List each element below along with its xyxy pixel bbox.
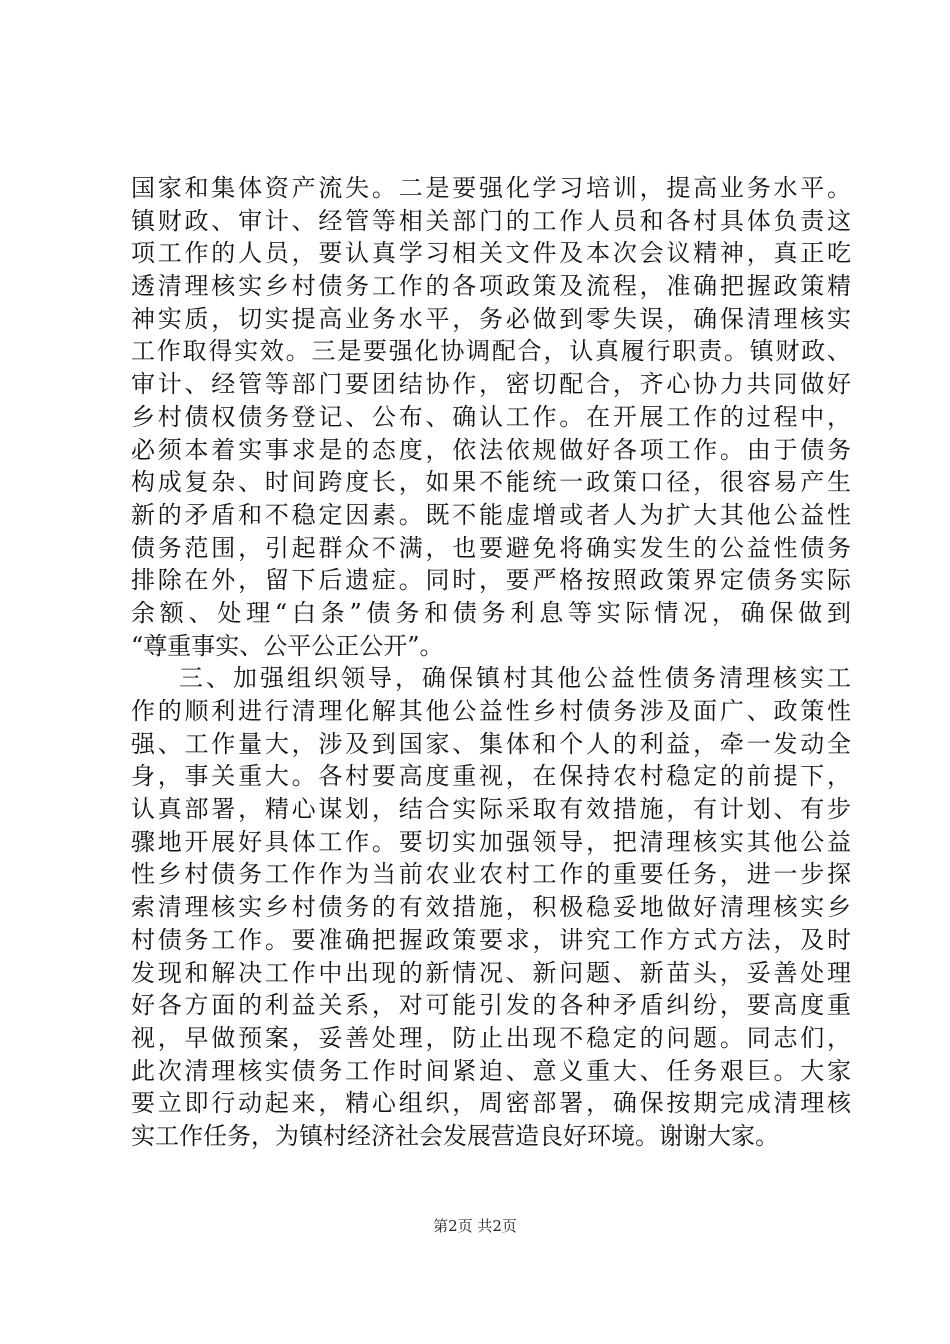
paragraph: [131, 662, 851, 1152]
text-line: 新的矛盾和不稳定因素。既不能虚增或者人为扩大其他公益性: [131, 500, 851, 529]
text-line: 视，早做预案，妥善处理，防止出现不稳定的问题。同志们，: [131, 1023, 851, 1052]
text-line: 骤地开展好具体工作。要切实加强领导，把清理核实其他公益: [131, 827, 851, 856]
text-line: 神实质，切实提高业务水平，务必做到零失误，确保清理核实: [131, 304, 851, 333]
text-line: 乡村债权债务登记、公布、确认工作。在开展工作的过程中，: [131, 402, 851, 431]
text-line: 国家和集体资产流失。二是要强化学习培训，提高业务水平。: [131, 174, 851, 202]
text-line: 必须本着实事求是的态度，依法依规做好各项工作。由于债务: [131, 435, 851, 464]
text-line: 透清理核实乡村债务工作的各项政策及流程，准确把握政策精: [131, 272, 851, 301]
text-line: 三、加强组织领导，确保镇村其他公益性债务清理核实工: [179, 664, 851, 693]
text-line: 此次清理核实债务工作时间紧迫、意义重大、任务艰巨。大家: [131, 1056, 851, 1085]
text-line: 强、工作量大，涉及到国家、集体和个人的利益，牵一发动全: [131, 729, 851, 758]
text-line: “尊重事实、公平公正公开”。: [131, 631, 444, 660]
text-line: 认真部署，精心谋划，结合实际采取有效措施，有计划、有步: [131, 795, 851, 824]
text-line: 项工作的人员，要认真学习相关文件及本次会议精神，真正吃: [131, 239, 851, 268]
text-line: 索清理核实乡村债务的有效措施，积极稳妥地做好清理核实乡: [131, 893, 851, 922]
text-line: 排除在外，留下后遗症。同时，要严格按照政策界定债务实际: [131, 566, 851, 595]
text-line: 构成复杂、时间跨度长，如果不能统一政策口径，很容易产生: [131, 468, 851, 497]
text-line: 好各方面的利益关系，对可能引发的各种矛盾纠纷，要高度重: [131, 991, 851, 1020]
text-line: 要立即行动起来，精心组织，周密部署，确保按期完成清理核: [131, 1089, 851, 1118]
text-line: 镇财政、审计、经管等相关部门的工作人员和各村具体负责这: [131, 206, 851, 235]
text-line: 作的顺利进行清理化解其他公益性乡村债务涉及面广、政策性: [131, 697, 851, 725]
text-line: 村债务工作。要准确把握政策要求，讲究工作方式方法，及时: [131, 925, 851, 954]
text-line: 审计、经管等部门要团结协作，密切配合，齐心协力共同做好: [131, 370, 851, 399]
page-footer: 第2页 共2页: [433, 1217, 517, 1235]
text-line: 债务范围，引起群众不满，也要避免将确实发生的公益性债务: [131, 533, 851, 562]
paragraph: [131, 172, 851, 662]
document-body: [131, 172, 851, 1153]
text-line: 身，事关重大。各村要高度重视，在保持农村稳定的前提下，: [131, 762, 851, 791]
text-line: 工作取得实效。三是要强化协调配合，认真履行职责。镇财政、: [131, 337, 851, 366]
text-line: 性乡村债务工作作为当前农业农村工作的重要任务，进一步探: [131, 860, 851, 889]
text-line: 实工作任务，为镇村经济社会发展营造良好环境。谢谢大家。: [131, 1121, 779, 1150]
text-line: 余额、处理“白条”债务和债务利息等实际情况，确保做到: [131, 598, 851, 627]
text-line: 发现和解决工作中出现的新情况、新问题、新苗头，妥善处理: [131, 958, 851, 987]
